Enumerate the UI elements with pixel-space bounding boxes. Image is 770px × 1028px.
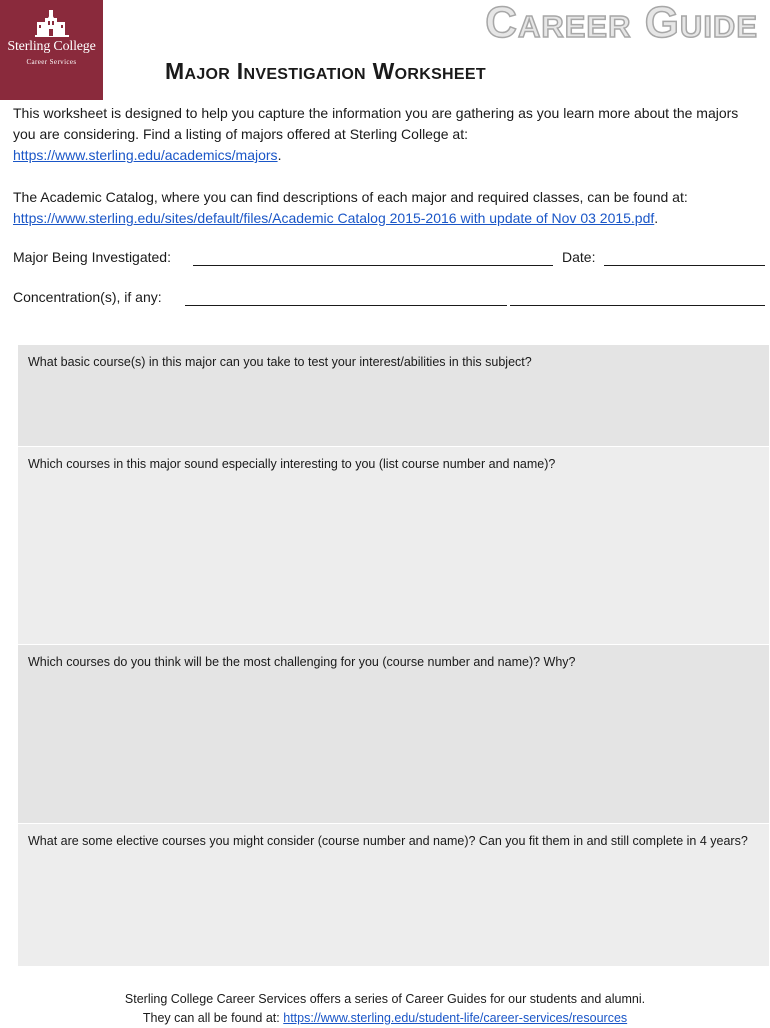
question-interesting-courses: Which courses in this major sound especially interesting to you (list course number and name)?	[28, 457, 556, 471]
concentration-input-line-2[interactable]	[510, 305, 765, 306]
intro-paragraph-1	[13, 103, 761, 166]
logo-subtitle: Career Services	[26, 58, 77, 66]
intro-paragraph-2-text: The Academic Catalog, where you can find descriptions of each major and required classes, can be found at:	[13, 189, 688, 205]
career-guide-banner: Career Guide	[485, 0, 758, 47]
concentration-input-line-1[interactable]	[185, 305, 507, 306]
intro-text	[13, 103, 761, 250]
majors-link[interactable]: https://www.sterling.edu/academics/majors	[13, 147, 278, 163]
question-box-elective-courses[interactable]	[18, 824, 769, 966]
date-field-label: Date:	[562, 249, 596, 265]
footer-line-2-text: They can all be found at:	[142, 1011, 280, 1025]
page-title: Major Investigation Worksheet	[165, 58, 486, 84]
question-box-challenging-courses[interactable]	[18, 645, 769, 823]
intro-paragraph-1-end: .	[277, 147, 282, 163]
intro-paragraph-2	[13, 187, 761, 229]
footer-line-1: Sterling College Career Services offers a series of Career Guides for our students and alumni.	[124, 992, 646, 1006]
major-field-label: Major Being Investigated:	[13, 249, 171, 265]
question-elective-courses: What are some elective courses you might consider (course number and name)? Can you fit them in and still complete in 4 years?	[28, 834, 748, 848]
date-input-line[interactable]	[604, 265, 765, 266]
career-resources-link[interactable]: https://www.sterling.edu/student-life/career-services/resources	[283, 1011, 628, 1025]
academic-catalog-link[interactable]: https://www.sterling.edu/sites/default/files/Academic Catalog 2015-2016 with update of Nov 03 2015.pdf	[13, 210, 655, 226]
question-basic-courses: What basic course(s) in this major can you take to test your interest/abilities in this subject?	[28, 355, 532, 369]
intro-paragraph-1-text: This worksheet is designed to help you capture the information you are gathering as you learn more about the majors you are considering. Find a listing of majors offered at Sterling College at:	[13, 105, 739, 142]
concentration-field-label: Concentration(s), if any:	[13, 289, 162, 305]
college-building-icon	[34, 10, 70, 38]
major-input-line[interactable]	[193, 265, 553, 266]
question-box-basic-courses[interactable]	[18, 345, 769, 446]
sterling-college-logo	[0, 0, 103, 100]
footer	[0, 990, 770, 1028]
question-box-interesting-courses[interactable]	[18, 447, 769, 644]
question-challenging-courses: Which courses do you think will be the most challenging for you (course number and name)? Why?	[28, 655, 576, 669]
logo-college-name: Sterling College	[7, 39, 96, 54]
intro-paragraph-2-end: .	[654, 210, 659, 226]
footer-line-2	[0, 1009, 770, 1028]
